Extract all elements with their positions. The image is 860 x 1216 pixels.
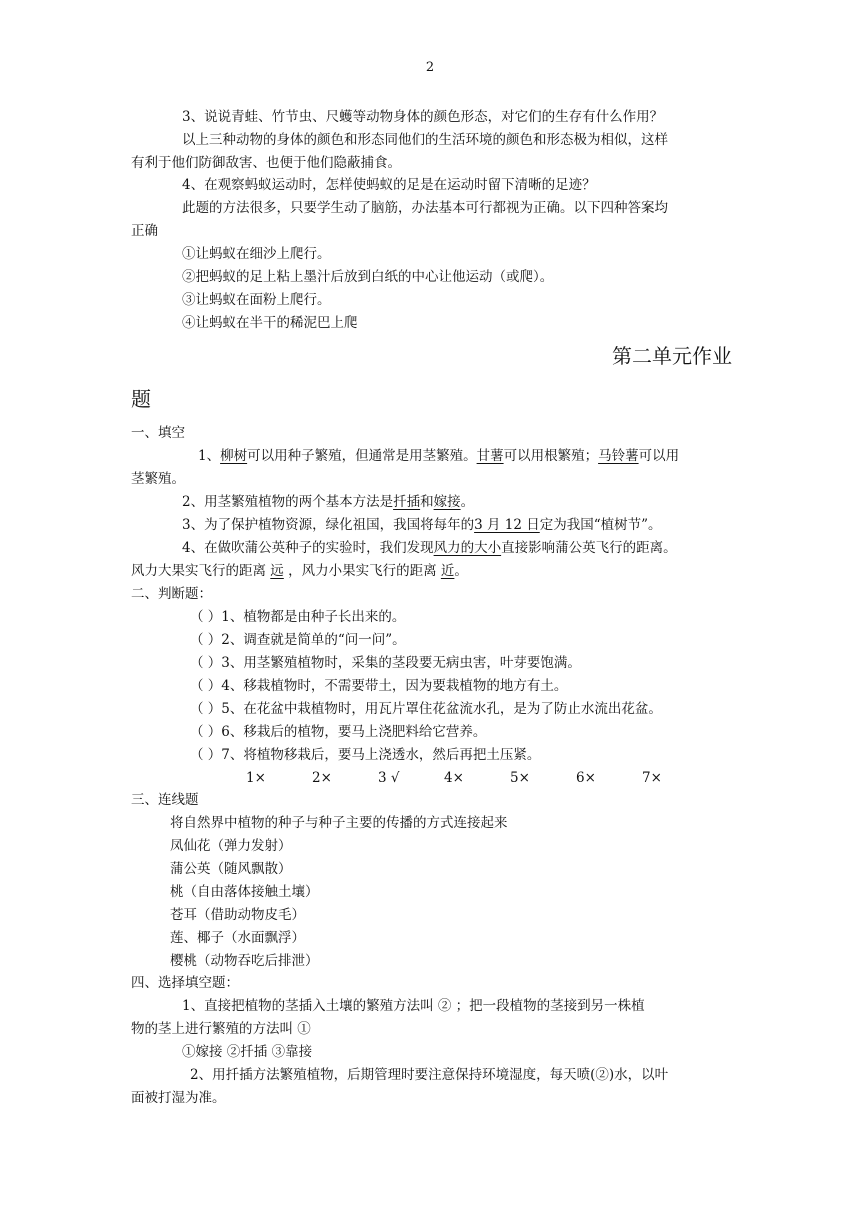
judge-answer-1: 1× (246, 770, 266, 786)
fill-question-4-line2 (131, 561, 468, 581)
fill-question-1-text-a: 可以用种子繁殖，但通常是用茎繁殖。 (247, 448, 477, 464)
fill-question-1-number: 1、 (198, 448, 221, 464)
section-3-heading: 三、连线题 (131, 792, 199, 808)
answer-option-1: ①让蚂蚁在细沙上爬行。 (182, 246, 331, 262)
fill-question-4-text-d: ，风力小果实飞行的距离 (288, 563, 437, 579)
answer-4-line1: 此题的方法很多，只要学生动了脑筋，办法基本可行都视为正确。以下四种答案均 (182, 200, 668, 216)
fill-question-3-text-b: 定为我国“植树节”。 (539, 517, 662, 533)
answer-sweet-potato: 甘薯 (476, 448, 504, 464)
page-number: 2 (425, 60, 435, 75)
section-4-heading: 四、选择填空题： (131, 975, 239, 991)
section-1-heading: 一、填空 (131, 425, 185, 441)
judge-item-1: （ ）1、植物都是由种子长出来的。 (190, 609, 406, 625)
fill-question-2 (182, 492, 474, 512)
question-3: 3、说说青蛙、竹节虫、尺蠖等动物身体的颜色形态，对它们的生存有什么作用？ (182, 109, 664, 125)
judge-answer-5: 5× (510, 770, 530, 786)
judge-item-7: （ ）7、将植物移栽后，要马上浇透水，然后再把土压紧。 (190, 747, 541, 763)
answer-option-4: ④让蚂蚁在半干的稀泥巴上爬 (182, 315, 358, 331)
fill-question-4-text-c: 风力大果实飞行的距离 (131, 563, 266, 579)
judge-item-3: （ ）3、用茎繁殖植物时，采集的茎段要无病虫害，叶芽要饱满。 (190, 655, 581, 671)
judge-item-5: （ ）5、在花盆中栽植物时，用瓦片罩住花盆流水孔，是为了防止水流出花盆。 (190, 701, 662, 717)
matching-item-1: 凤仙花（弹力发射） (170, 838, 292, 854)
fill-question-1 (198, 446, 679, 466)
choice-question-1-line1: 1、直接把植物的茎插入土壤的繁殖方法叫 ② ；把一段植物的茎接到另一株植 (182, 998, 645, 1014)
matching-item-4: 苍耳（借助动物皮毛） (170, 907, 305, 923)
fill-question-1-text-c: 可以用 (638, 448, 680, 464)
answer-date: 3 月 12 日 (474, 517, 540, 533)
answer-far: 远 (270, 563, 284, 579)
judge-answer-4: 4× (444, 770, 464, 786)
answer-4-line2: 正确 (131, 223, 158, 239)
judge-answer-6: 6× (576, 770, 596, 786)
fill-question-4 (182, 538, 677, 558)
choice-options: ①嫁接 ②扦插 ③靠接 (182, 1044, 313, 1060)
answer-wind-strength: 风力的大小 (433, 540, 502, 556)
fill-question-4-text-e: 。 (454, 563, 468, 579)
fill-question-1-text-b: 可以用根繁殖； (503, 448, 599, 464)
answer-willow: 柳树 (220, 448, 248, 464)
answer-option-2: ②把蚂蚁的足上粘上墨汁后放到白纸的中心让他运动（或爬）。 (182, 269, 554, 285)
answer-option-3: ③让蚂蚁在面粉上爬行。 (182, 292, 331, 308)
fill-question-2-text-b: 和 (420, 494, 434, 510)
judge-answer-7: 7× (642, 770, 662, 786)
judge-item-2: （ ）2、调查就是简单的“问一问”。 (190, 632, 406, 648)
judge-answer-3: 3 √ (378, 770, 400, 786)
matching-item-6: 樱桃（动物吞吃后排泄） (170, 953, 319, 969)
answer-grafting: 嫁接 (433, 494, 461, 510)
section-2-heading: 二、判断题： (131, 586, 212, 602)
answer-potato: 马铃薯 (598, 448, 639, 464)
answer-3-line1: 以上三种动物的身体的颜色和形态同他们的生活环境的颜色和形态极为相似，这样 (182, 132, 668, 148)
fill-question-1-line2: 茎繁殖。 (131, 471, 185, 487)
fill-question-4-text-b: 直接影响蒲公英飞行的距离。 (501, 540, 677, 556)
matching-item-3: 桃（自由落体接触土壤） (170, 884, 319, 900)
fill-question-2-text-c: 。 (460, 494, 475, 510)
judge-item-6: （ ）6、移栽后的植物，要马上浇肥料给它营养。 (190, 724, 487, 740)
unit-title: 第二单元作业 (612, 344, 732, 368)
matching-item-5: 莲、椰子（水面飘浮） (170, 930, 305, 946)
judge-answer-2: 2× (312, 770, 332, 786)
unit-title-continued: 题 (131, 387, 151, 411)
judge-item-4: （ ）4、移栽植物时，不需要带土，因为要栽植物的地方有土。 (190, 678, 568, 694)
matching-intro: 将自然界中植物的种子与种子主要的传播的方式连接起来 (170, 815, 508, 831)
answer-3-line2: 有利于他们防御敌害、也便于他们隐蔽捕食。 (131, 155, 401, 171)
fill-question-4-text-a: 4、在做吹蒲公英种子的实验时，我们发现 (182, 540, 434, 556)
question-4: 4、在观察蚂蚁运动时，怎样使蚂蚁的足是在运动时留下清晰的足迹？ (182, 177, 596, 193)
fill-question-2-text-a: 2、用茎繁殖植物的两个基本方法是 (182, 494, 394, 510)
answer-cutting: 扦插 (393, 494, 421, 510)
matching-item-2: 蒲公英（随风飘散） (170, 861, 292, 877)
choice-question-2-line1: 2、用扦插方法繁殖植物，后期管理时要注意保持环境湿度，每天喷(②)水，以叶 (190, 1067, 669, 1083)
choice-question-1-line2: 物的茎上进行繁殖的方法叫 ① (131, 1021, 311, 1037)
choice-question-2-line2: 面被打湿为准。 (131, 1090, 226, 1106)
fill-question-3-text-a: 3、为了保护植物资源，绿化祖国，我国将每年的 (182, 517, 475, 533)
fill-question-3 (182, 515, 662, 535)
judge-answers (246, 768, 708, 788)
answer-near: 近 (440, 563, 455, 579)
